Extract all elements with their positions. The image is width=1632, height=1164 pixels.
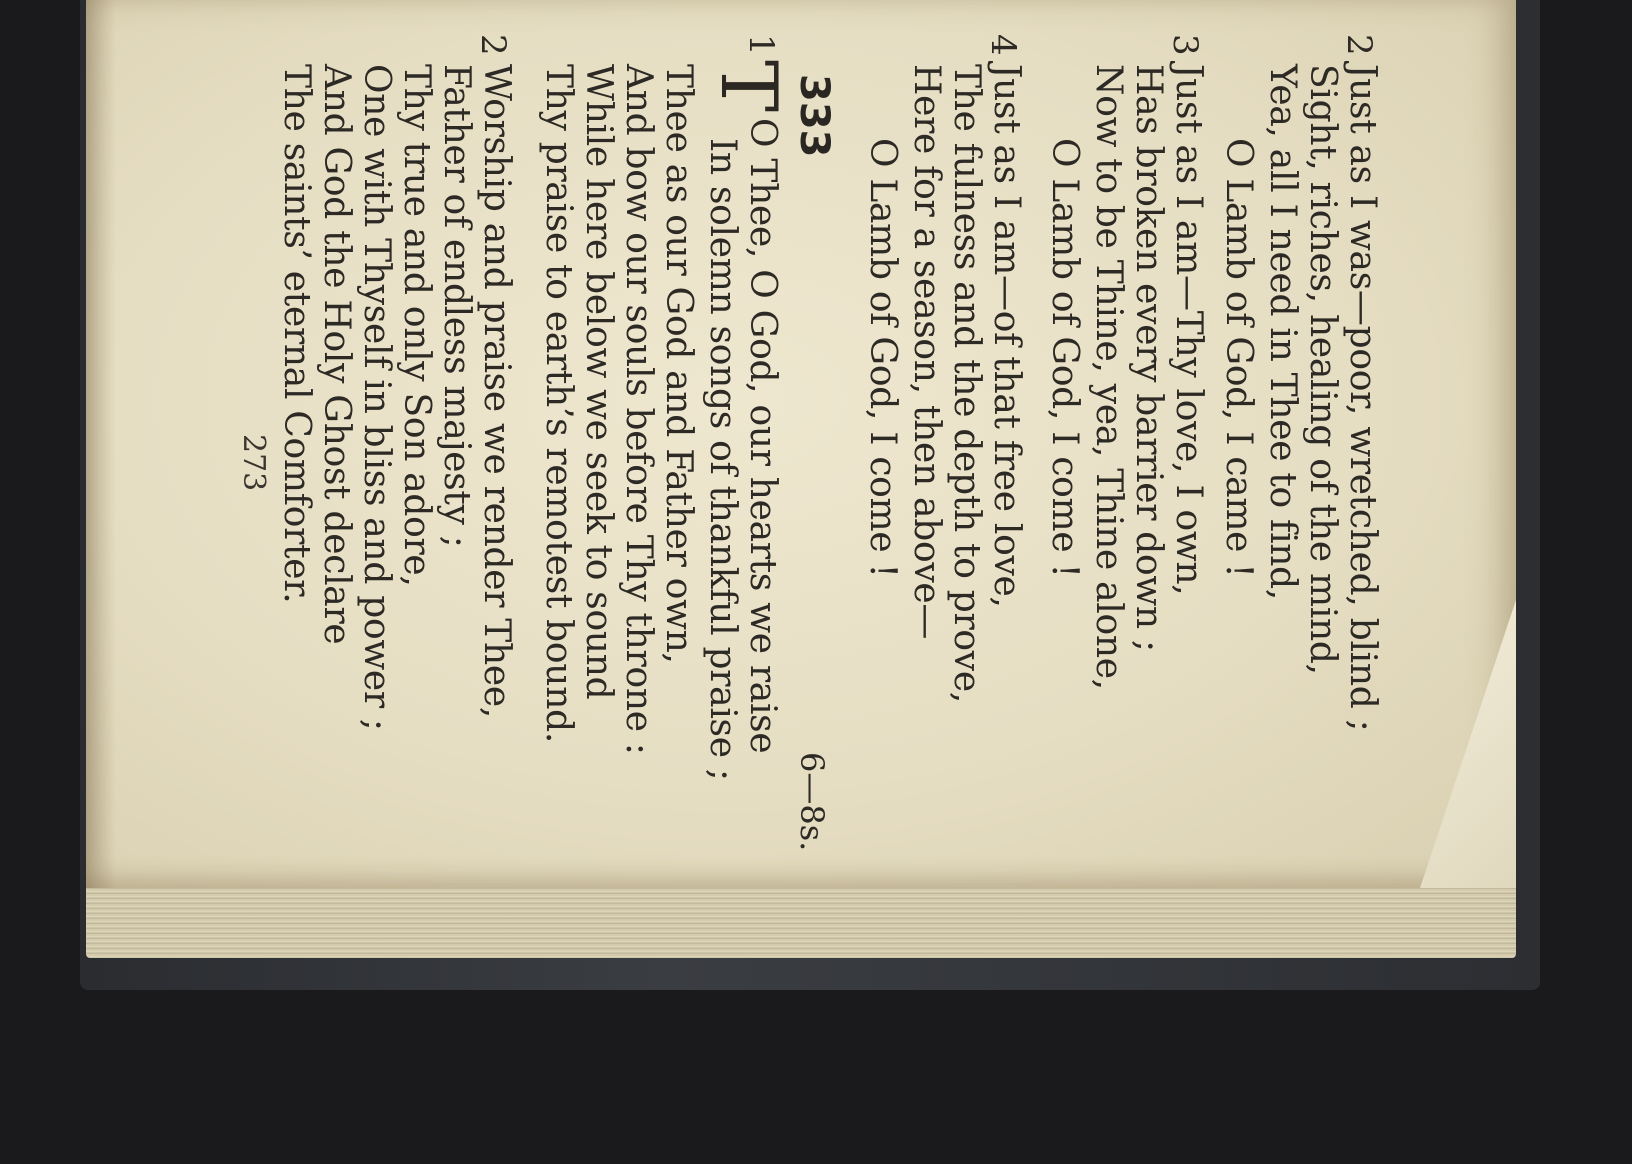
stanza-number: 2 — [473, 34, 513, 56]
stanza-number: 1 — [741, 34, 781, 56]
verse-line: Now to be Thine, yea, Thine alone, — [1088, 64, 1129, 690]
verse-refrain: O Lamb of God, I come ! — [862, 138, 903, 578]
verse-line: And bow our souls before Thy throne : — [618, 64, 659, 755]
verse-line: Thy praise to earth’s remotest bound. — [538, 64, 579, 743]
verse-line: Yea, all I need in Thee to find, — [1262, 64, 1303, 601]
verse-line: In solemn songs of thankful praise ; — [702, 138, 743, 781]
verse-line: Worship and praise we render Thee, — [476, 64, 517, 719]
stanza-number: 4 — [983, 34, 1023, 56]
drop-cap: T — [703, 60, 793, 113]
verse-refrain: O Lamb of God, I came ! — [1218, 138, 1259, 578]
verse-line: One with Thyself in bliss and power ; — [356, 64, 397, 731]
verse-line: Just as I am—of that free love, — [986, 64, 1027, 608]
verse-line: Here for a season, then above— — [906, 64, 947, 640]
verse-line: Just as I was—poor, wretched, blind ; — [1342, 64, 1383, 732]
page-gutter-shadow — [86, 0, 116, 888]
verse-line: Father of endless majesty ; — [436, 64, 477, 548]
page-number: 273 — [236, 434, 271, 492]
verse-line: The fulness and the depth to prove, — [946, 64, 987, 703]
verse-refrain: O Lamb of God, I come ! — [1044, 138, 1085, 578]
verse-line: While here below we seek to sound — [578, 64, 619, 700]
verse-line: Has broken every barrier down ; — [1128, 64, 1169, 652]
verse-line: Thy true and only Son adore, — [396, 64, 437, 587]
stanza-number: 2 — [1339, 34, 1379, 56]
hymn-meter: 6—8s. — [793, 752, 831, 852]
verse-line: The saints’ eternal Comforter. — [276, 64, 317, 604]
verse-line: And God the Holy Ghost declare — [316, 64, 357, 645]
stanza-number: 3 — [1165, 34, 1205, 56]
verse-line: O Thee, O God, our hearts we raise — [742, 118, 783, 754]
verse-line: Thee as our God and Father own, — [658, 64, 699, 664]
verse-line: Sight, riches, healing of the mind, — [1302, 64, 1343, 675]
hymn-number: 333 — [791, 74, 837, 158]
verse-line: Just as I am—Thy love, I own, — [1168, 64, 1209, 596]
printed-text — [236, 34, 1383, 914]
